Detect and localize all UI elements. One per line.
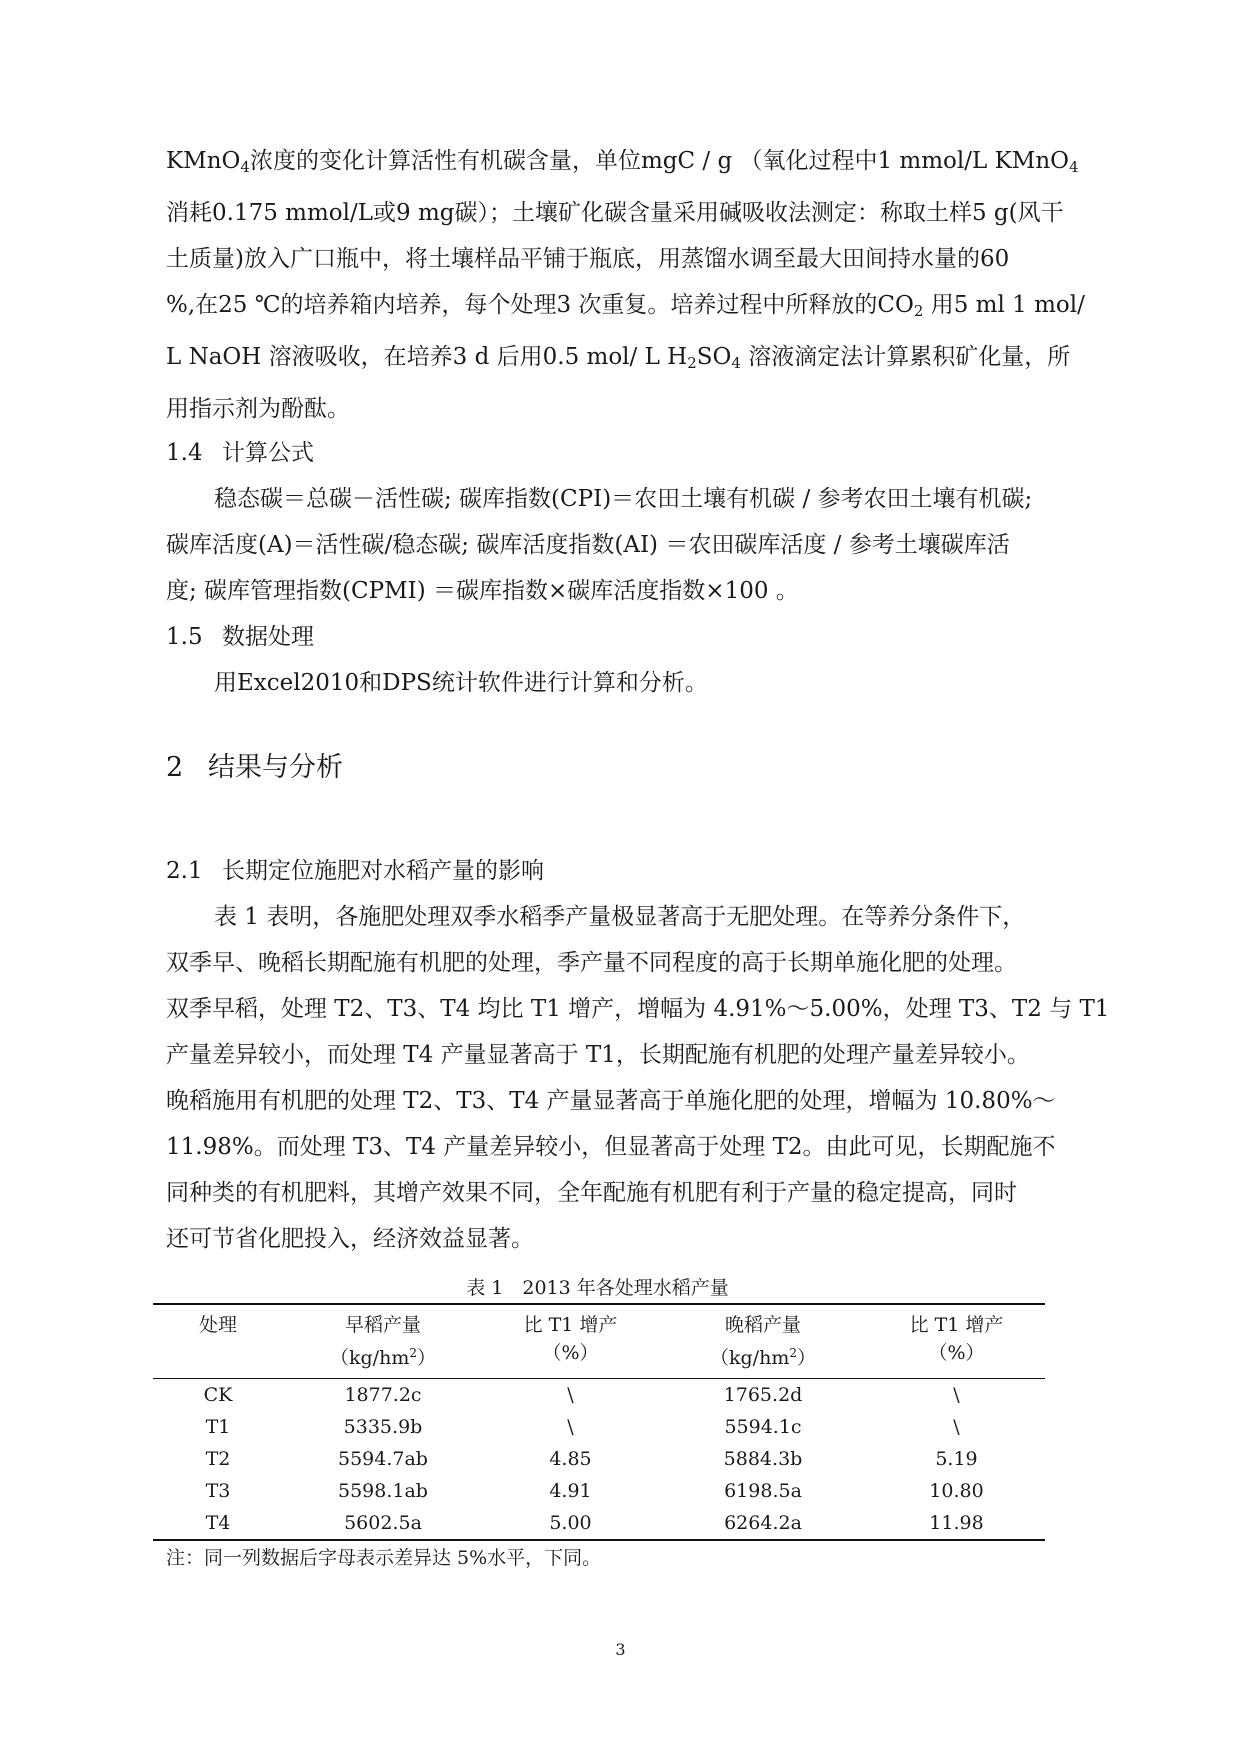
header-text: 晚稻产量 <box>724 1314 801 1336</box>
section-number: 2 <box>166 752 184 783</box>
table-row <box>153 1475 1045 1507</box>
text-line: 双季早、晚稻长期配施有机肥的处理，季产量不同程度的高于长期单施化肥的处理。 <box>166 950 1017 976</box>
header-text: 比 T1 增产 <box>909 1314 1004 1336</box>
header-early-increase <box>483 1304 658 1379</box>
text-line: 产量差异较小，而处理 T4 产量显著高于 T1，长期配施有机肥的处理产量差异较小。 <box>166 1042 1030 1068</box>
table-row <box>153 1443 1045 1475</box>
text-line: 双季早稻，处理 T2、T3、T4 均比 T1 增产，增幅为 4.91%～5.00%，处理 T3、T2 与 T1 <box>166 996 1110 1022</box>
superscript: 2 <box>409 1346 417 1360</box>
text-line: 土质量)放入广口瓶中，将土壤样品平铺于瓶底，用蒸馏水调至最大田间持水量的60 <box>166 246 1010 272</box>
table-caption: 表 1 2013 年各处理水稻产量 <box>466 1277 729 1299</box>
section-heading-2-1 <box>166 848 544 894</box>
text-line: 晚稻施用有机肥的处理 T2、T3、T4 产量显著高于单施化肥的处理，增幅为 10.80%～ <box>166 1088 1056 1114</box>
table-cell: T4 <box>205 1512 231 1534</box>
table-cell: 5602.5a <box>344 1512 422 1534</box>
table-cell: 11.98 <box>929 1512 984 1534</box>
section-heading-1-4 <box>166 430 314 476</box>
table-cell: \ <box>953 1384 960 1406</box>
methods-paragraph <box>166 138 1086 432</box>
section-title: 数据处理 <box>222 624 314 650</box>
unit-text: ） <box>796 1347 816 1369</box>
header-late-increase <box>868 1304 1045 1379</box>
table-cell: CK <box>203 1384 233 1406</box>
formula-paragraph <box>166 476 1086 614</box>
data-processing-paragraph <box>166 660 1086 706</box>
unit-text: （kg/hm <box>330 1347 410 1369</box>
header-unit: （%） <box>542 1342 599 1364</box>
text-fragment: L NaOH 溶液吸收，在培养3 d 后用0.5 mol/ L H <box>166 344 688 370</box>
table-cell: T2 <box>205 1448 231 1470</box>
header-text: 早稻产量 <box>344 1314 421 1336</box>
text-fragment: %,在25 ℃的培养箱内培养，每个处理3 次重复。培养过程中所释放的CO <box>166 292 914 318</box>
section-number: 1.4 <box>166 440 203 466</box>
text-fragment: SO <box>696 344 732 370</box>
header-unit <box>658 1339 868 1372</box>
header-text: 处理 <box>198 1314 237 1336</box>
text-line: 碳库活度(A)＝活性碳/稳态碳; 碳库活度指数(AI) ＝农田碳库活度 / 参考土壤碳库活 <box>166 532 1010 558</box>
table-cell: 5.00 <box>549 1512 592 1534</box>
text-fragment: 溶液滴定法计算累积矿化量，所 <box>740 344 1071 370</box>
text-line: 同种类的有机肥料，其增产效果不同，全年配施有机肥有利于产量的稳定提高，同时 <box>166 1180 1017 1206</box>
section-heading-2 <box>166 745 343 791</box>
section-title: 结果与分析 <box>208 752 343 783</box>
text-line: 用指示剂为酚酞。 <box>166 396 350 422</box>
results-paragraph <box>166 894 1110 1262</box>
table-cell: 5.19 <box>935 1448 978 1470</box>
section-number: 1.5 <box>166 624 203 650</box>
table-cell: 5594.7ab <box>338 1448 428 1470</box>
superscript: 2 <box>789 1346 797 1360</box>
table-cell: 1877.2c <box>344 1384 422 1406</box>
text-line <box>166 282 1086 334</box>
table-cell: 6198.5a <box>724 1480 802 1502</box>
section-heading-1-5 <box>166 614 314 660</box>
table-row <box>153 1411 1045 1443</box>
text-fragment: 浓度的变化计算活性有机碳含量，单位mgC / g （氧化过程中1 mmol/L KMnO <box>249 148 1069 174</box>
header-text: 比 T1 增产 <box>523 1314 618 1336</box>
table-cell: 10.80 <box>929 1480 984 1502</box>
subscript: 4 <box>240 158 250 176</box>
unit-text: （kg/hm <box>710 1347 790 1369</box>
text-line <box>166 138 1086 190</box>
header-late-yield <box>658 1304 868 1379</box>
table-cell: 5594.1c <box>724 1416 802 1438</box>
header-early-yield <box>283 1304 483 1379</box>
header-unit: （%） <box>928 1342 985 1364</box>
text-line: 还可节省化肥投入，经济效益显著。 <box>166 1226 534 1252</box>
unit-text: ） <box>416 1347 436 1369</box>
section-number: 2.1 <box>166 858 203 884</box>
table-header-row <box>153 1304 1045 1379</box>
table-row <box>153 1507 1045 1540</box>
table-note: 注：同一列数据后字母表示差异达 5%水平，下同。 <box>166 1547 602 1569</box>
table-cell: 5598.1ab <box>338 1480 428 1502</box>
table-row <box>153 1379 1045 1412</box>
text-line: 11.98%。而处理 T3、T4 产量差异较小，但显著高于处理 T2。由此可见，长期配施不 <box>166 1134 1056 1160</box>
header-treatment <box>153 1304 283 1379</box>
table-cell: T1 <box>205 1416 231 1438</box>
subscript: 2 <box>687 354 697 372</box>
text-line: 稳态碳＝总碳－活性碳; 碳库指数(CPI)＝农田土壤有机碳 / 参考农田土壤有机碳; <box>214 486 1033 512</box>
text-line: 用Excel2010和DPS统计软件进行计算和分析。 <box>214 670 708 696</box>
table-cell: 5884.3b <box>723 1448 803 1470</box>
section-title: 长期定位施肥对水稻产量的影响 <box>222 858 544 884</box>
page-number: 3 <box>615 1640 626 1659</box>
text-line <box>166 334 1086 386</box>
table-cell: 1765.2d <box>723 1384 803 1406</box>
text-fragment: 用5 ml 1 mol/ <box>923 292 1085 318</box>
table-cell: T3 <box>205 1480 231 1502</box>
yield-table <box>153 1303 1045 1541</box>
table-cell: 4.85 <box>549 1448 592 1470</box>
table-cell: 6264.2a <box>724 1512 802 1534</box>
subscript: 4 <box>1069 158 1079 176</box>
text-line: 度; 碳库管理指数(CPMI) ＝碳库指数×碳库活度指数×100 。 <box>166 578 799 604</box>
header-unit <box>283 1339 483 1372</box>
subscript: 2 <box>913 302 924 320</box>
section-title: 计算公式 <box>222 440 314 466</box>
table-cell: 4.91 <box>549 1480 592 1502</box>
subscript: 4 <box>731 354 741 372</box>
table-cell: \ <box>953 1416 960 1438</box>
text-fragment: KMnO <box>166 148 241 174</box>
table-cell: \ <box>567 1384 574 1406</box>
table-cell: 5335.9b <box>343 1416 423 1438</box>
text-line: 表 1 表明，各施肥处理双季水稻季产量极显著高于无肥处理。在等养分条件下， <box>214 904 1026 930</box>
table-cell: \ <box>567 1416 574 1438</box>
text-line: 消耗0.175 mmol/L或9 mg碳）；土壤矿化碳含量采用碱吸收法测定：称取土样5 g(风干 <box>166 200 1064 226</box>
